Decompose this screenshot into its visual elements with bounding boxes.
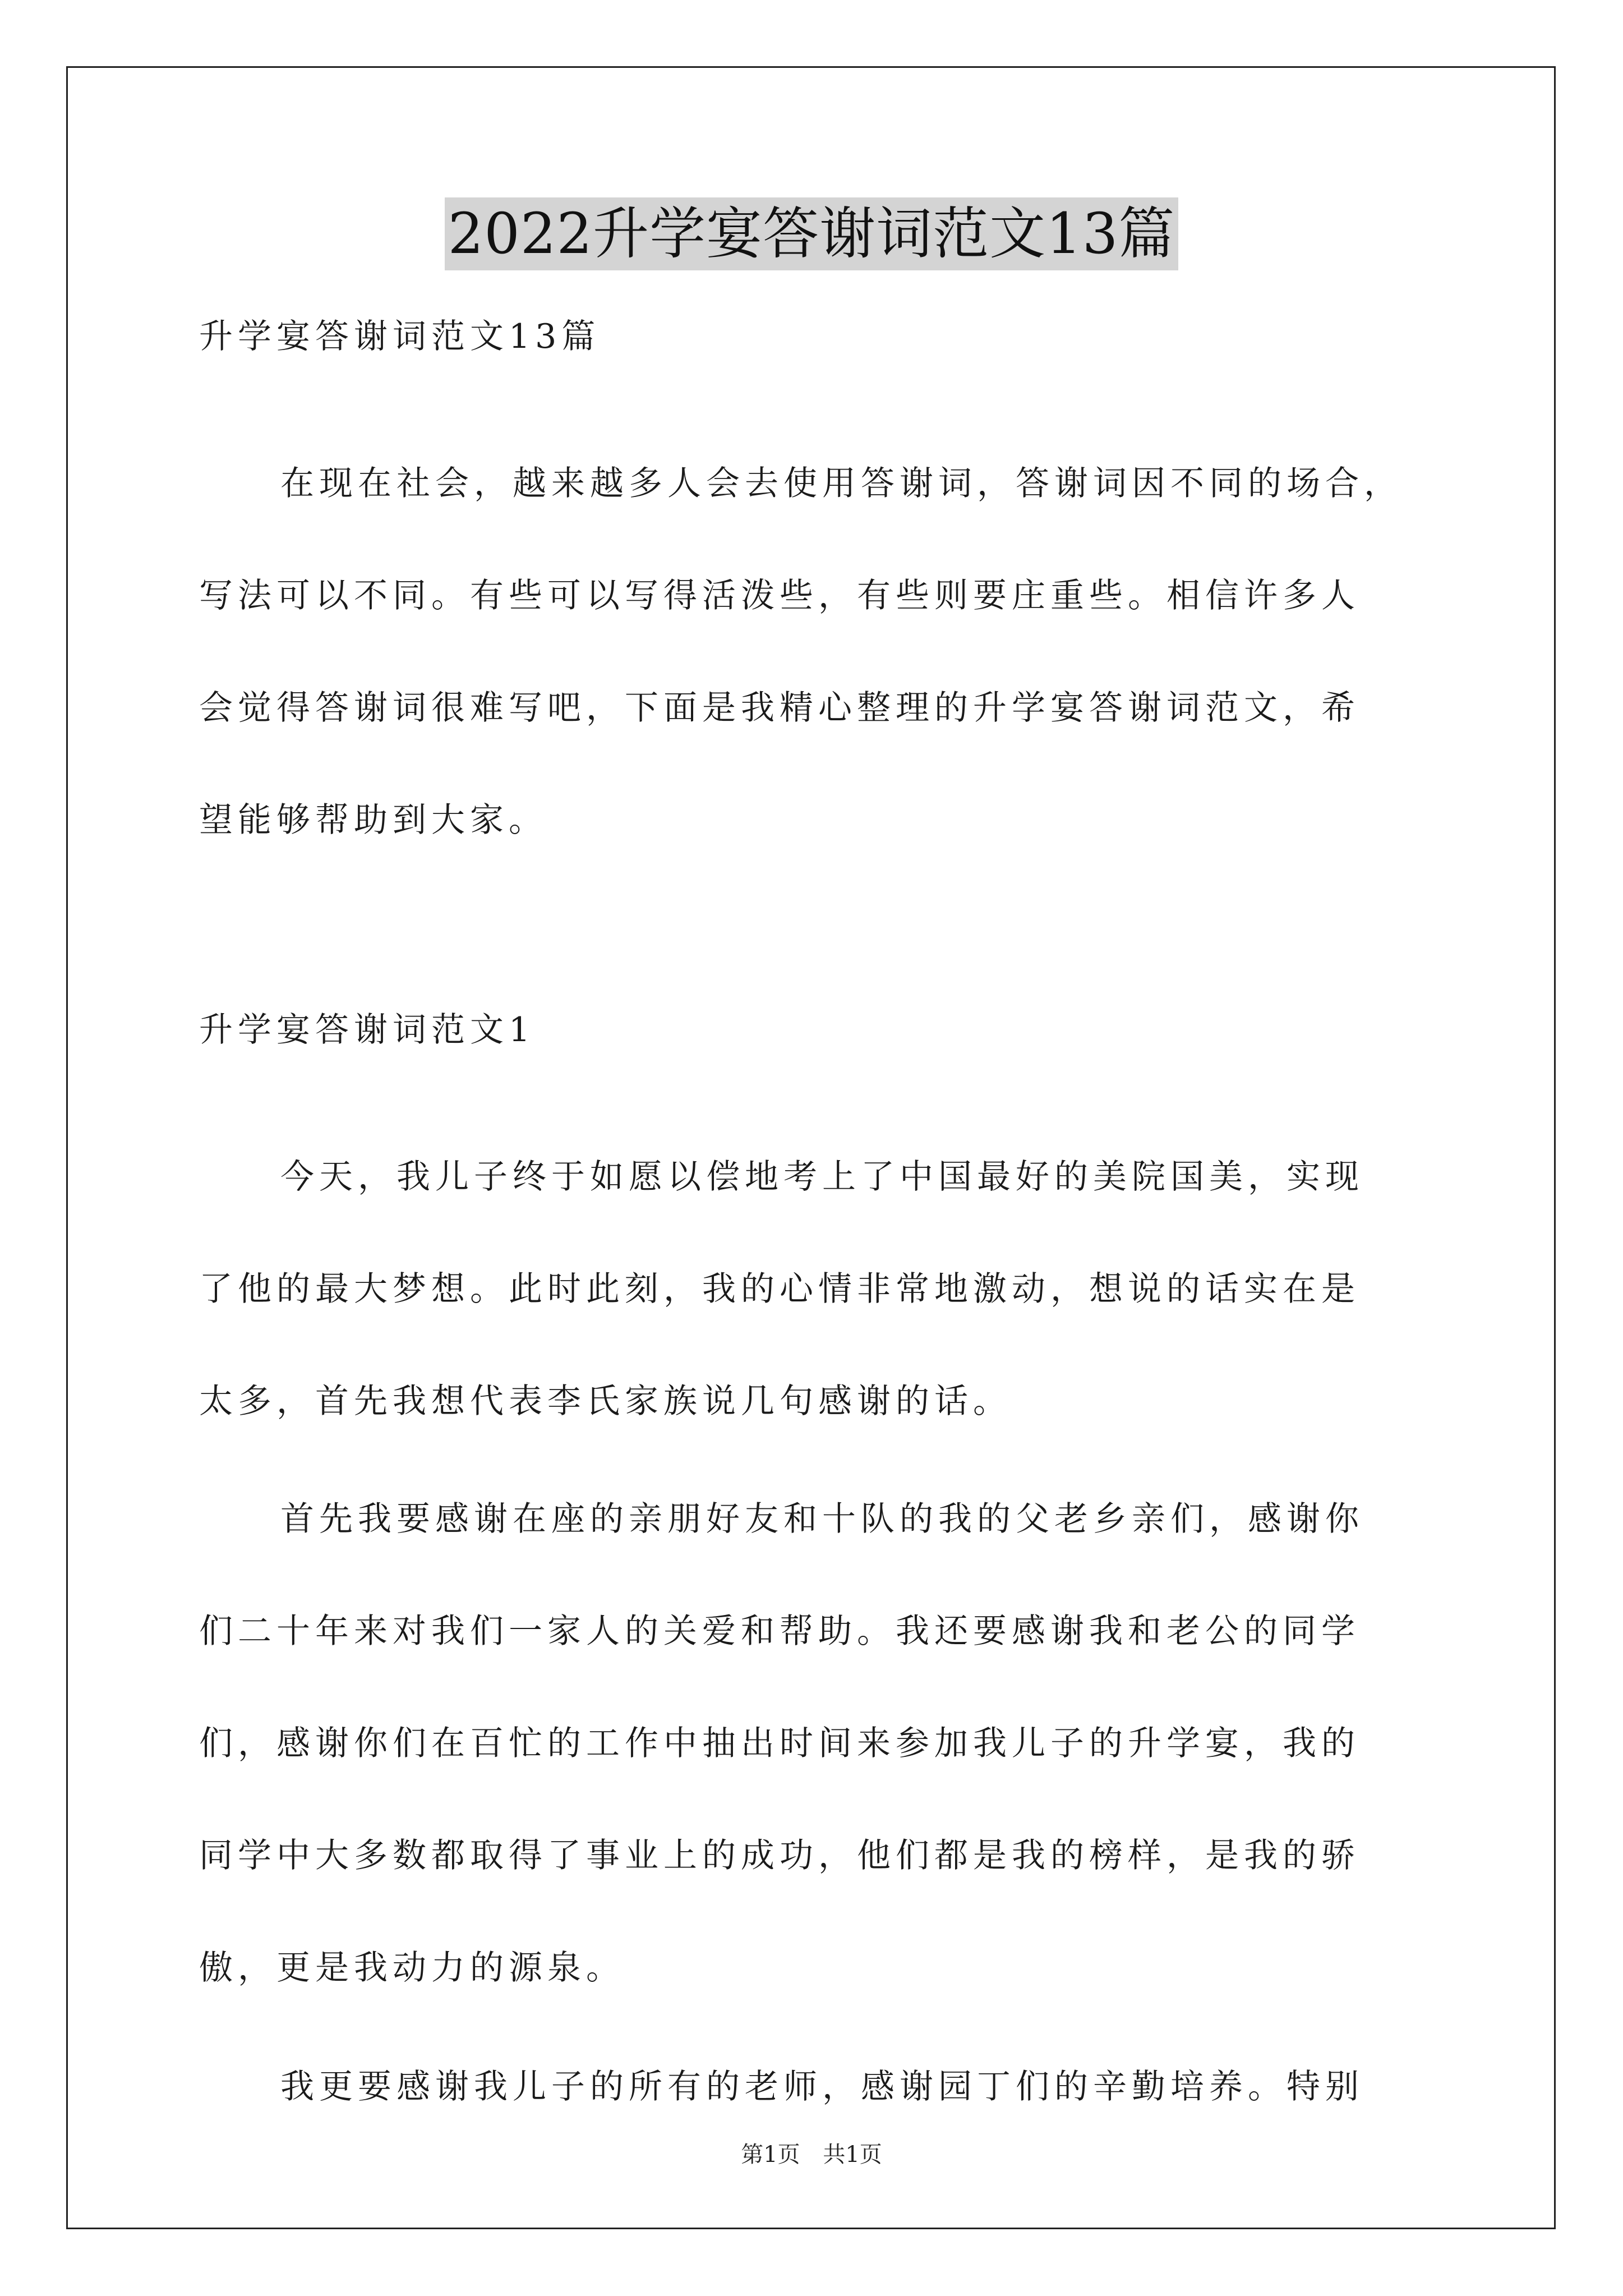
paragraph-line: 我更要感谢我儿子的所有的老师，感谢园丁们的辛勤培养。特别: [280, 2067, 1364, 2106]
subtitle: 升学宴答谢词范文13篇: [199, 317, 601, 356]
paragraph-line: 首先我要感谢在座的亲朋好友和十队的我的父老乡亲们，感谢你: [280, 1499, 1364, 1539]
document-title: 2022升学宴答谢词范文13篇: [445, 197, 1179, 270]
section-heading: 升学宴答谢词范文1: [199, 1010, 536, 1050]
paragraph-line: 们，感谢你们在百忙的工作中抽出时间来参加我儿子的升学宴，我的: [199, 1724, 1360, 1763]
paragraph-line: 同学中大多数都取得了事业上的成功，他们都是我的榜样，是我的骄: [199, 1836, 1360, 1875]
page-number-current: 第1页: [741, 2142, 800, 2168]
page-border: [66, 66, 1556, 2229]
intro-line: 会觉得答谢词很难写吧，下面是我精心整理的升学宴答谢词范文，希: [199, 688, 1360, 728]
intro-line: 写法可以不同。有些可以写得活泼些，有些则要庄重些。相信许多人: [199, 576, 1360, 615]
paragraph-line: 了他的最大梦想。此时此刻，我的心情非常地激动，想说的话实在是: [199, 1269, 1360, 1309]
page-footer: [0, 2141, 1623, 2169]
paragraph-line: 们二十年来对我们一家人的关爱和帮助。我还要感谢我和老公的同学: [199, 1612, 1360, 1651]
intro-line: 望能够帮助到大家。: [199, 800, 547, 840]
title-container: [0, 197, 1623, 270]
paragraph-line: 今天，我儿子终于如愿以偿地考上了中国最好的美院国美，实现: [280, 1157, 1364, 1197]
paragraph-line: 傲，更是我动力的源泉。: [199, 1948, 625, 1987]
page-number-total: 共1页: [823, 2142, 882, 2168]
intro-line: 在现在社会，越来越多人会去使用答谢词，答谢词因不同的场合，: [280, 464, 1403, 503]
paragraph-line: 太多，首先我想代表李氏家族说几句感谢的话。: [199, 1382, 1012, 1421]
